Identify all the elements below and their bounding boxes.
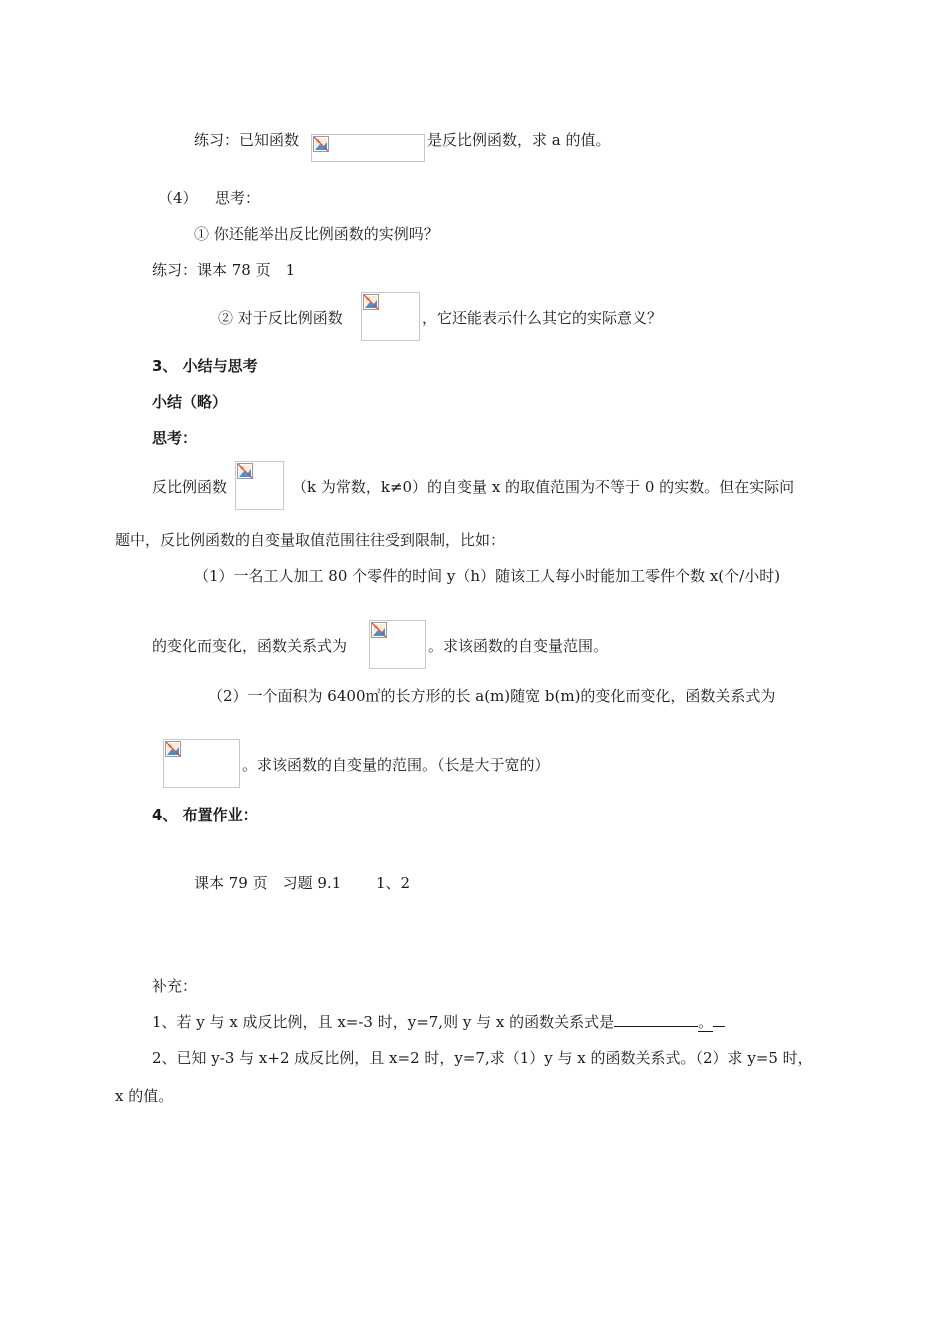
broken-image-icon: [237, 463, 253, 479]
supplement-question-1-text: 1、若 y 与 x 成反比例，且 x=-3 时，y=7,则 y 与 x 的函数关系式是: [152, 1013, 615, 1031]
example-1-line-2-before: 的变化而变化，函数关系式为: [152, 637, 348, 655]
paragraph-1-after: （k 为常数，k≠0）的自变量 x 的取值范围为不等于 0 的实数。但在实际问: [292, 478, 795, 496]
summary-heading: 小结（略）: [152, 393, 228, 411]
broken-image-icon: [313, 136, 329, 152]
paragraph-1-continued: 题中，反比例函数的自变量取值范围往往受到限制，比如：: [115, 531, 506, 549]
broken-image-icon: [371, 622, 387, 638]
formula-image: [311, 134, 425, 162]
supplement-question-2-line-1: 2、已知 y-3 与 x+2 成反比例，且 x=2 时，y=7,求（1）y 与 x 的函数关系式。（2）求 y=5 时，: [152, 1049, 813, 1067]
answer-blank-tail: 。: [698, 1013, 714, 1031]
paragraph-1-before: 反比例函数: [152, 478, 228, 496]
example-2-line-2: 。求该函数的自变量的范围。（长是大于宽的）: [242, 756, 550, 774]
thinking-heading: 思考：: [152, 429, 198, 447]
broken-image-icon: [165, 741, 181, 757]
question-2-before: ② 对于反比例函数: [218, 309, 343, 327]
broken-image-icon: [363, 294, 379, 310]
question-2-after: ，它还能表示什么其它的实际意义？: [422, 309, 663, 327]
formula-image: [235, 461, 284, 510]
practice-line: [194, 130, 299, 150]
formula-image: [163, 739, 240, 788]
supplement-heading: 补充：: [152, 977, 198, 995]
example-1-line-1: （1）一名工人加工 80 个零件的时间 y（h）随该工人每小时能加工零件个数 x(个/小时): [194, 567, 781, 585]
supplement-question-1: [152, 1012, 725, 1032]
supplement-question-2-line-2: x 的值。: [115, 1087, 174, 1105]
section-3-heading: 3、 小结与思考: [152, 357, 258, 375]
practice-line-tail: [427, 130, 610, 150]
formula-image: [361, 292, 420, 341]
example-1-line-2-after: 。求该函数的自变量范围。: [428, 637, 609, 655]
section-4-heading: 4、 布置作业：: [152, 806, 258, 824]
formula-image: [369, 620, 426, 669]
item-4-number: （4）: [158, 189, 198, 207]
answer-blank: [614, 1012, 698, 1027]
question-1: ① 你还能举出反比例函数的实例吗？: [194, 225, 439, 243]
homework-assignment: 课本 79 页 习题 9.1 1、2: [194, 874, 411, 892]
practice-text-before: 练习：已知函数: [194, 131, 300, 149]
example-2-line-1: （2）一个面积为 6400㎡的长方形的长 a(m)随宽 b(m)的变化而变化，函数关系式为: [208, 687, 776, 705]
practice-text-after: 是反比例函数，求 a 的值。: [427, 131, 611, 149]
practice-reference: 练习：课本 78 页 1: [152, 261, 296, 279]
item-4-label: 思考：: [215, 189, 261, 207]
